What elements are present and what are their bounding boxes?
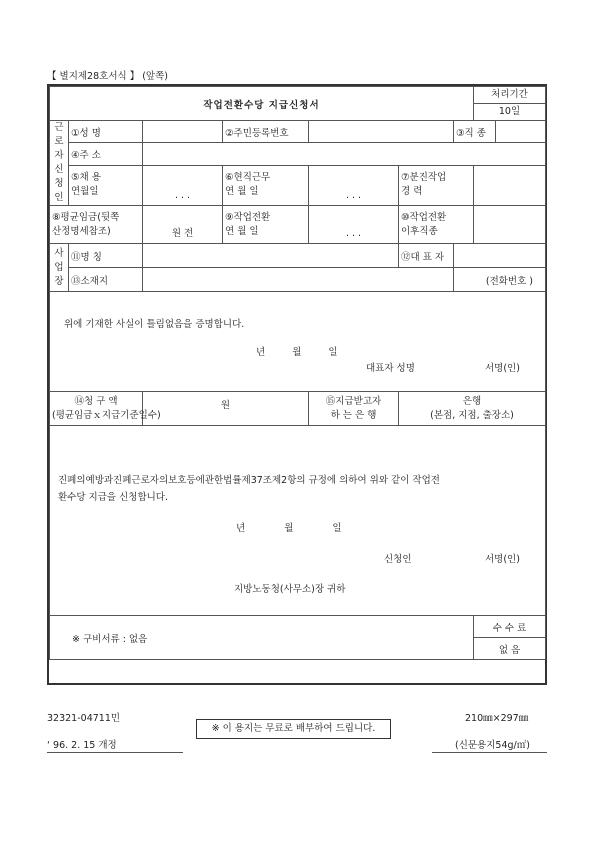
avg-wage-label [50, 206, 143, 244]
rep-label: ⑫대 표 자 [399, 244, 454, 268]
dust-work-label-line1: ⑦분진작업 [401, 172, 447, 184]
paper-type: (신문용지54g/㎡) [455, 740, 530, 751]
footer-right-rule [432, 752, 547, 753]
transfer-date-label [223, 206, 309, 244]
revised-date: ‘ 96. 2. 15 개정 [47, 740, 117, 751]
avg-wage-label-line2: 산정명세참조) [52, 225, 111, 237]
form-code: 32321-04711민 [47, 713, 121, 724]
bank-field[interactable] [399, 392, 546, 426]
after-job-label [399, 206, 474, 244]
bank-label-line1: ⑮지급받고자 [325, 395, 382, 407]
current-work-label-line2: 연 월 일 [225, 186, 259, 198]
current-work-field[interactable]: . . . [309, 165, 399, 205]
attachments-label: ※ 구비서류 : 없음 [50, 616, 474, 660]
applicant-sign[interactable]: 서명(인) [485, 554, 520, 565]
processing-period-label: 처리기간 [474, 87, 545, 104]
dust-work-label [399, 165, 474, 205]
application-text-line2: 환수당 지급을 신청합니다. [58, 492, 169, 503]
processing-period-value: 10일 [498, 106, 521, 117]
workplace-name-field[interactable] [143, 244, 399, 268]
certify-rep-name: 대표자 성명 [366, 363, 415, 374]
rrn-field[interactable] [309, 121, 454, 143]
hire-date-field[interactable]: . . . [143, 165, 223, 205]
address-label: ④주 소 [69, 143, 143, 165]
bank-field-line2: (본점, 지점, 출장소) [430, 409, 514, 421]
application-date: 년 월 일 [236, 523, 342, 534]
rep-field[interactable] [454, 244, 546, 268]
footer-left-rule [47, 752, 183, 753]
job-field[interactable] [496, 121, 546, 143]
applicant-section-label: 근로자신청인 [50, 121, 69, 206]
location-field[interactable] [143, 268, 454, 292]
hire-date-label-line1: ⑤채 용 [71, 172, 101, 184]
form-number-label: 【 별지제28호서식 】 (앞쪽) [47, 71, 168, 82]
applicant-label: 신청인 [384, 554, 412, 565]
rrn-label: ②주민등록번호 [223, 121, 309, 143]
bank-label-line2: 하 는 은 행 [330, 409, 377, 421]
fee-label: 수 수 료 [474, 616, 546, 638]
certify-text: 위에 기재한 사실이 틀림없음을 증명합니다. [64, 319, 245, 330]
hire-date-label [69, 165, 143, 205]
claim-amount-label-line1: ⑭청 구 액 [74, 395, 118, 407]
application-text-line1: 진폐의예방과진폐근로자의보호등에관한법률제37조제2항의 규정에 의하여 위와 같이 작업전 [58, 475, 440, 486]
application-block [50, 426, 546, 616]
claim-amount-label-line2: (평균임금ｘ지급기준일수) [52, 409, 161, 421]
dust-work-field[interactable] [474, 165, 546, 205]
bank-field-line1: 은행 [462, 395, 482, 407]
current-work-label-line1: ⑥현직근무 [225, 172, 271, 184]
claim-amount-label [50, 392, 161, 426]
certification-block [50, 292, 546, 392]
form-title: 작업전환수당 지급신청서 [50, 87, 474, 121]
certify-date: 년 월 일 [256, 347, 338, 358]
avg-wage-field[interactable]: 원 전 [143, 206, 223, 244]
transfer-date-label-line1: ⑨작업전환 [225, 211, 271, 223]
free-distribution-notice: ※ 이 용지는 무료로 배부하여 드립니다. [196, 719, 391, 739]
workplace-section-label: 사업장 [50, 244, 69, 292]
after-job-label-line2: 이후직종 [401, 225, 438, 237]
current-work-label [223, 165, 309, 205]
after-job-label-line1: ⑩작업전환 [401, 211, 447, 223]
paper-size: 210㎜×297㎜ [465, 713, 529, 724]
name-label: ①성 명 [69, 121, 143, 143]
hire-date-label-line2: 연월일 [71, 186, 99, 198]
job-label: ③직 종 [454, 121, 496, 143]
addressee: 지방노동청(사무소)장 귀하 [234, 584, 346, 595]
transfer-date-label-line2: 연 월 일 [225, 225, 259, 237]
avg-wage-label-line1: ⑧평균임금(뒷쪽 [52, 211, 120, 223]
workplace-name-label: ⑪명 칭 [69, 244, 143, 268]
location-label: ⑬소재지 [69, 268, 143, 292]
dust-work-label-line2: 경 력 [401, 186, 423, 198]
fee-value: 없 음 [474, 638, 546, 660]
address-field[interactable] [143, 143, 546, 165]
claim-amount-field[interactable]: 원 [143, 392, 309, 426]
name-field[interactable] [143, 121, 223, 143]
phone-field[interactable]: (전화번호 ) [454, 268, 546, 292]
transfer-date-field[interactable]: . . . [309, 206, 399, 244]
after-job-field[interactable] [474, 206, 546, 244]
bank-label [309, 392, 399, 426]
application-form-table [49, 86, 546, 660]
certify-sign[interactable]: 서명(인) [485, 363, 520, 374]
